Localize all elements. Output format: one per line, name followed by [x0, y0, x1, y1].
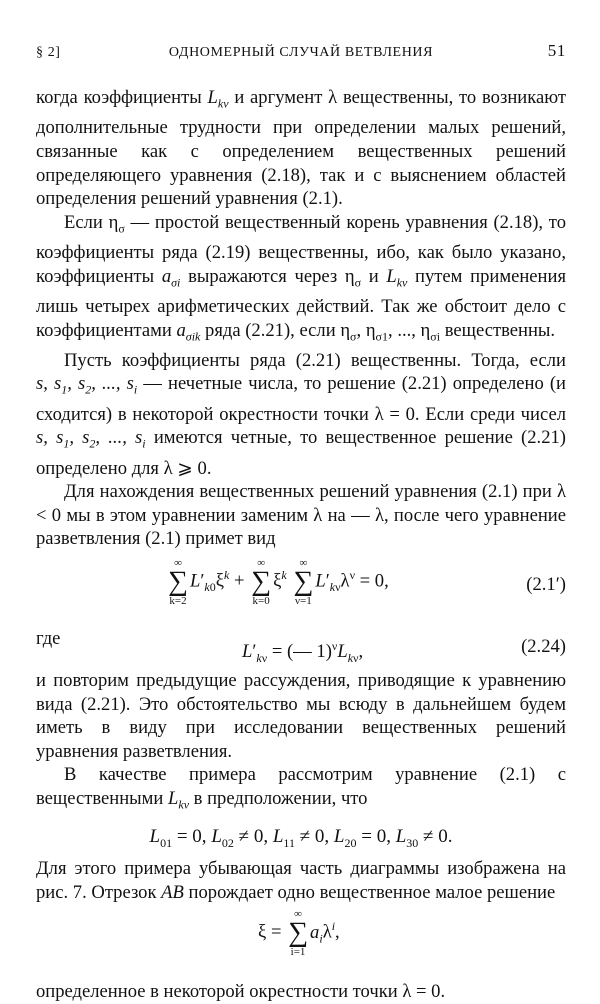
paragraph-2: Если $\eta_\sigma$ — простой вещественный корень уравнения (2.18), то коэффициенты ряда (2.19) вещественны, ибо, как было указано, коэффициенты $a_{\sigma i}$ выражаются через $\eta_\sigma$ и $L_{k\nu}$ путем применения лишь четырех арифметических действий. Так же обстоит дело с коэффициентами $a_{\sigma ik}$ ряда (2.21), если $\eta_\sigma$, $\eta_{\sigma 1}$, ..., $\eta_{\sigma i}$ вещественны.	[36, 211, 566, 344]
paragraph-6: В качестве примера рассмотрим уравнение (2.1) с вещественными $L_{k\nu}$ в предположении, что	[36, 764, 566, 812]
page-number: 51	[547, 41, 566, 60]
paragraph-4: Для нахождения вещественных решений уравнения (2.1) при λ < 0 мы в этом уравнении заменим λ на — λ, после чего уравнение разветвления (2.1) примет вид	[36, 481, 566, 550]
paragraph-8: определенное в некоторой окрестности точки λ = 0.	[36, 981, 446, 1003]
paragraph-3: Пусть коэффициенты ряда (2.21) вещественны. Тогда, если s, $s_1$, $s_2$, ..., $s_i$ — нечетные числа, то решение (2.21) определено (и сходится) в некоторой окрестности точки λ = 0. Если среди чисел s, $s_1$, $s_2$, ..., $s_i$ имеются четные, то вещественное решение (2.21) определено для λ ⩾ 0.	[36, 349, 566, 479]
page-body	[36, 86, 566, 1004]
paragraph-1: когда коэффициенты $L_{k\nu}$ и аргумент λ вещественны, то возникают дополнительные трудности при определении малых решений, связанные как с определением вещественных решений определяющего уравнения (2.18), так и с выяснением областей определения решений уравнения (2.1).	[36, 87, 566, 210]
equation-conditions: $L_{01} = 0$, $L_{02} \ne 0$, $L_{11} \ne 0$, $L_{20} = 0$, $L_{30} \ne 0$.	[149, 826, 453, 851]
section-marker: § 2]	[36, 45, 61, 60]
equation-2-1-prime: ∞ ∑ k=2 $L'_{k0}\xi^k$ + ∞ ∑ k=0 $\xi^k$ ∞ ∑ ν=1 $L'_{k\nu}\lambda^\nu = 0$, (2.1′)	[168, 557, 566, 607]
where-label: где	[36, 628, 61, 649]
paragraph-5: и повторим предыдущие рассуждения, приводящие к уравнению вида (2.21). Это обстоятельство мы всюду в дальнейшем будем иметь в виду при исследовании вещественных решений уравнения разветвления.	[36, 670, 566, 762]
running-header	[36, 41, 566, 65]
equation-number: (2.1′)	[526, 574, 566, 595]
paragraph-7: Для этого примера убывающая часть диаграммы изображена на рис. 7. Отрезок AB порождает одно вещественное малое решение	[36, 858, 566, 903]
equation-number: (2.24)	[521, 636, 566, 657]
equation-xi-series: ξ = ∞ ∑ i=1 $a_i\lambda^i$,	[258, 908, 340, 959]
running-title: ОДНОМЕРНЫЙ СЛУЧАЙ ВЕТВЛЕНИЯ	[168, 45, 434, 60]
equation-2-24: где $L'_{k\nu}$ = (— $1)^\nu L_{k\nu}$, (2.24)	[36, 628, 566, 665]
